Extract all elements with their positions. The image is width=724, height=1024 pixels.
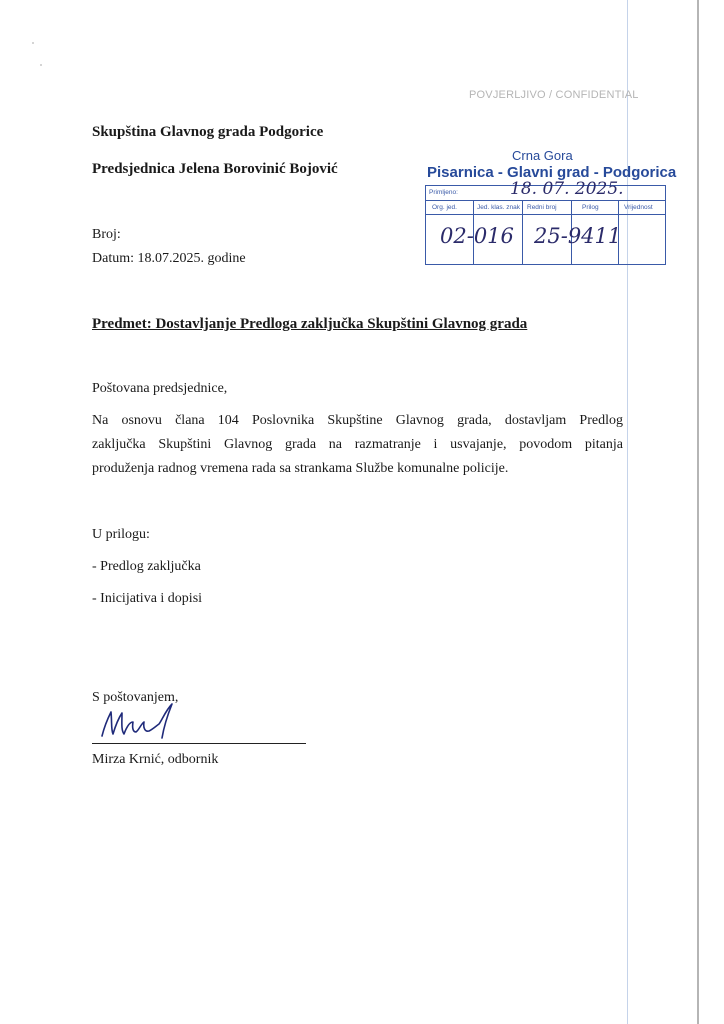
stamp-received-date: 18. 07. 2025. <box>510 179 624 199</box>
body-paragraph-line: produženja radnog vremena rada sa strankama Službe komunalne policije. <box>92 461 509 476</box>
body-paragraph-line: Na osnovu člana 104 Poslovnika Skupštine Glavnog grada, dostavljam Predlog <box>92 413 623 428</box>
stamp-col-value: Vrijednost <box>624 204 653 211</box>
signature-line <box>92 743 306 744</box>
stamp-col-class-code: Jed. klas. znak <box>477 204 520 211</box>
confidential-mark: POVJERLJIVO / CONFIDENTIAL <box>469 89 639 101</box>
stamp-divider <box>522 200 523 265</box>
stamp-received-row <box>426 179 665 201</box>
stamp-office: Pisarnica - Glavni grad - Podgorica <box>427 164 677 181</box>
stamp-col-serial: Redni broj <box>527 204 557 211</box>
registry-stamp <box>425 179 666 265</box>
margin-rule <box>627 0 628 1024</box>
institution-name: Skupština Glavnog grada Podgorice <box>92 124 324 140</box>
salutation: Poštovana predsjednice, <box>92 381 228 396</box>
stamp-column-header-row <box>426 200 665 215</box>
document-number-label: Broj: <box>92 227 121 242</box>
signer-name: Mirza Krnić, odbornik <box>92 752 219 767</box>
page-edge-shadow <box>697 0 699 1024</box>
document-date: Datum: 18.07.2025. godine <box>92 251 246 266</box>
subject-line: Predmet: Dostavljanje Predloga zaključka Skupštini Glavnog grada <box>92 316 528 332</box>
stamp-col-attachment: Prilog <box>582 204 599 211</box>
attachment-item: - Inicijativa i dopisi <box>92 591 203 606</box>
closing-greeting: S poštovanjem, <box>92 690 179 705</box>
stamp-country: Crna Gora <box>512 148 573 163</box>
scan-speck <box>40 64 42 66</box>
stamp-received-label: Primljeno: <box>429 189 458 196</box>
stamp-col-org-unit: Org. jed. <box>432 204 457 211</box>
body-paragraph-line: zaključka Skupštini Glavnog grada na razmatranje i usvajanje, povodom pitanja <box>92 437 623 452</box>
stamp-serial-value: 25-9411 <box>534 224 622 248</box>
stamp-org-unit-value: 02-016 <box>440 224 514 248</box>
attachments-title: U prilogu: <box>92 527 150 542</box>
handwritten-signature <box>96 700 196 744</box>
addressee-name: Predsjednica Jelena Borovinić Bojović <box>92 161 338 177</box>
scan-speck <box>32 42 34 44</box>
attachment-item: - Predlog zaključka <box>92 559 201 574</box>
